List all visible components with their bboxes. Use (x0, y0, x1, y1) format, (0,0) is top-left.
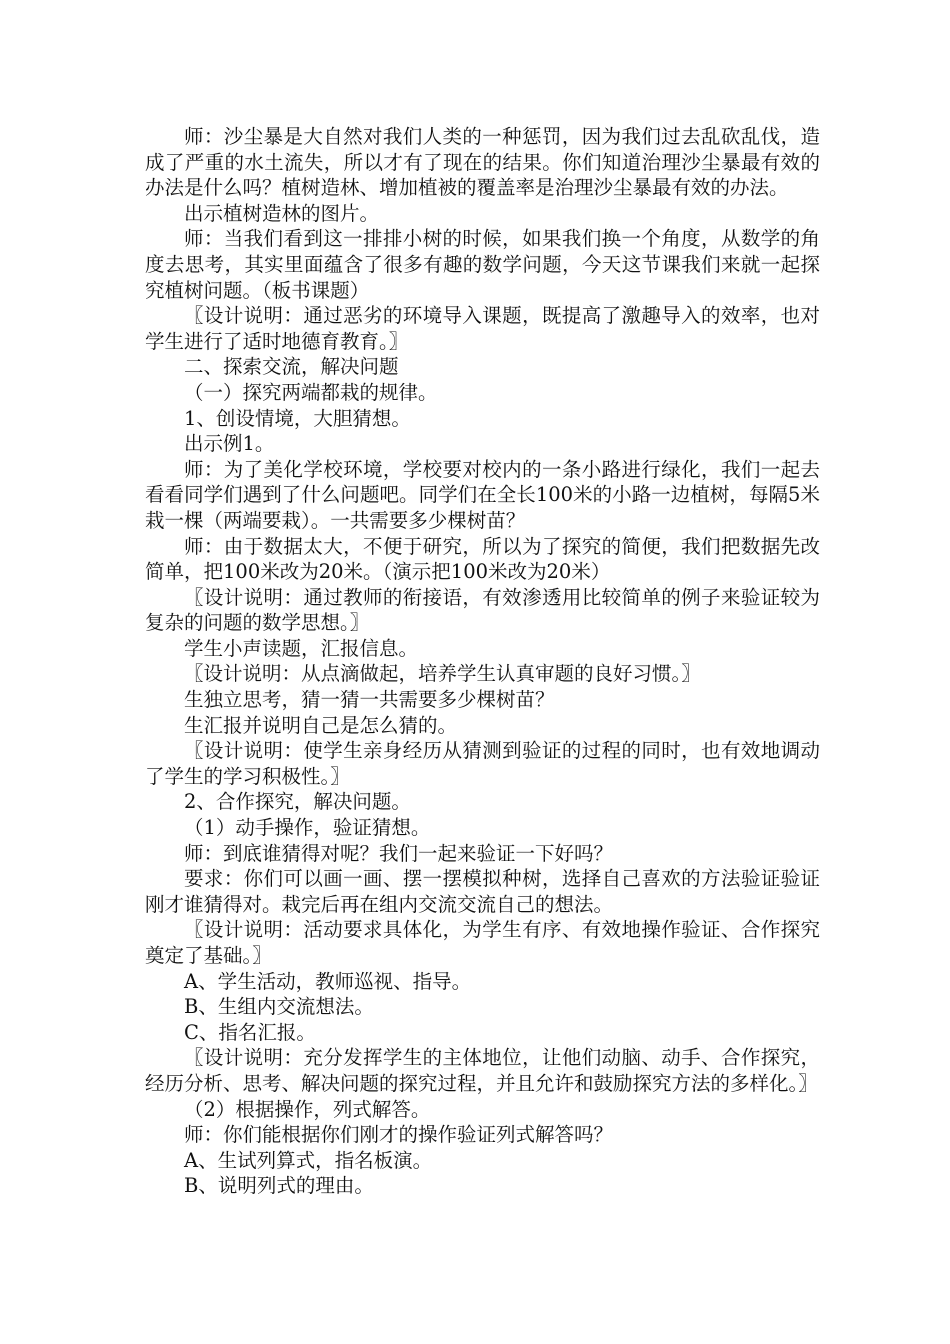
paragraph-students-report: 生汇报并说明自己是怎么猜的。 (184, 713, 458, 737)
substep-heading-1: （1）动手操作，验证猜想。 (184, 816, 431, 840)
design-note-4: 〖设计说明：使学生亲身经历从猜测到验证的过程的同时，也有效地调动了学生的学习积极性。〗 (145, 739, 820, 788)
paragraph-show-picture: 出示植树造林的图片。 (184, 201, 380, 225)
paragraph-students-read: 学生小声读题，汇报信息。 (184, 636, 419, 660)
list-item-c: C、指名汇报。 (184, 1020, 316, 1044)
section-heading-explore: 二、探索交流，解决问题 (184, 355, 399, 379)
list-item-b2: B、说明列式的理由。 (184, 1174, 374, 1198)
paragraph-teacher-problem: 师：为了美化学校环境，学校要对校内的一条小路进行绿化，我们一起去看看同学们遇到了什么问题吧。同学们在全长100米的小路一边植树，每隔5米栽一棵（两端要栽）。一共需要多少棵树苗？ (145, 457, 820, 532)
design-note-2: 〖设计说明：通过教师的衔接语，有效渗透用比较简单的例子来验证较为复杂的问题的数学思想。〗 (145, 585, 820, 635)
list-item-a2: A、生试列算式，指名板演。 (184, 1148, 433, 1172)
design-note-5: 〖设计说明：活动要求具体化，为学生有序、有效地操作验证、合作探究奠定了基础。〗 (145, 918, 820, 967)
substep-heading-2: （2）根据操作，列式解答。 (184, 1097, 431, 1121)
step-heading-2: 2、合作探究，解决问题。 (184, 790, 411, 814)
design-note-1: 〖设计说明：通过恶劣的环境导入课题，既提高了激趣导入的效率，也对学生进行了适时地德育教育。〗 (145, 304, 820, 353)
list-item-a: A、学生活动，教师巡视、指导。 (184, 969, 472, 993)
paragraph-show-example: 出示例1。 (184, 432, 275, 456)
paragraph-teacher-formula: 师：你们能根据你们刚才的操作验证列式解答吗？ (184, 1123, 614, 1147)
paragraph-teacher-simplify: 师：由于数据太大，不便于研究，所以为了探究的简便，我们把数据先改简单，把100米改为20米。（演示把100米改为20米） (145, 534, 820, 584)
list-item-b: B、生组内交流想法。 (184, 995, 374, 1019)
subsection-heading-both-ends: （一）探究两端都栽的规律。 (184, 380, 438, 404)
paragraph-teacher-verify: 师：到底谁猜得对呢？我们一起来验证一下好吗？ (184, 841, 614, 865)
paragraph-students-think: 生独立思考，猜一猜一共需要多少棵树苗？ (184, 688, 555, 712)
paragraph-teacher-sandstorm: 师：沙尘暴是大自然对我们人类的一种惩罚，因为我们过去乱砍乱伐，造成了严重的水土流失，所以才有了现在的结果。你们知道治理沙尘暴最有效的办法是什么吗？植树造林、增加植被的覆盖率是治理沙尘暴最有效的办法。 (145, 125, 820, 200)
document-body (145, 124, 820, 1199)
step-heading-1: 1、创设情境，大胆猜想。 (184, 406, 411, 430)
design-note-6: 〖设计说明：充分发挥学生的主体地位，让他们动脑、动手、合作探究，经历分析、思考、解决问题的探究过程，并且允许和鼓励探究方法的多样化。〗 (145, 1046, 820, 1095)
paragraph-teacher-angle: 师：当我们看到这一排排小树的时候，如果我们换一个角度，从数学的角度去思考，其实里面蕴含了很多有趣的数学问题，今天这节课我们来就一起探究植树问题。（板书课题） (145, 227, 820, 302)
paragraph-requirement: 要求：你们可以画一画、摆一摆模拟种树，选择自己喜欢的方法验证验证刚才谁猜得对。栽完后再在组内交流交流自己的想法。 (145, 867, 820, 916)
design-note-3: 〖设计说明：从点滴做起，培养学生认真审题的良好习惯。〗 (184, 662, 701, 686)
